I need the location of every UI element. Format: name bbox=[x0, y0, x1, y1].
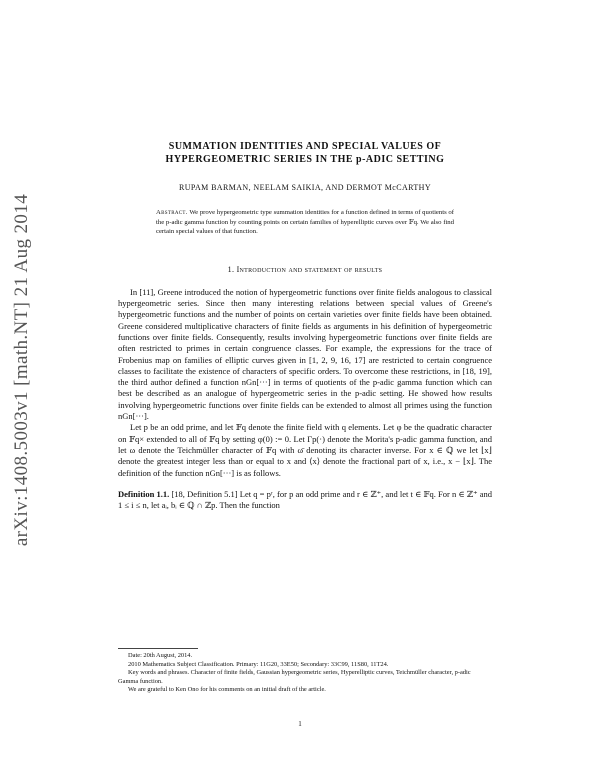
footnote-thanks: We are grateful to Ken Ono for his comments on an initial draft of the article. bbox=[128, 686, 326, 694]
arxiv-identifier: arXiv:1408.5003v1 [math.NT] 21 Aug 2014 bbox=[11, 193, 32, 547]
footnote-date: Date: 20th August, 2014. bbox=[128, 652, 193, 659]
footnote-keywords: Key words and phrases. Character of finite fields, Gaussian hypergeometric series, Hyperelliptic curves, Teichmüller character, p-adic Gamma function. bbox=[118, 669, 471, 685]
abstract-text: We prove hypergeometric type summation identities for a function defined in terms of quotients of the p-adic gamma function by counting points on certain families of hyperelliptic curves over 𝔽q. We also find certain special values of that function. bbox=[156, 209, 454, 236]
footnotes bbox=[118, 648, 492, 695]
definition-text: [18, Definition 5.1] Let q = pʳ, for p an odd prime and r ∈ ℤ⁺, and let t ∈ 𝔽q. For n ∈ ℤ⁺ and 1 ≤ i ≤ n, let aᵢ, bᵢ ∈ ℚ ∩ ℤp. Then the function bbox=[118, 488, 493, 511]
paper-body bbox=[118, 140, 492, 511]
footnote-rule bbox=[118, 648, 198, 649]
definition-label: Definition 1.1. bbox=[118, 488, 170, 499]
footnote-msc: 2010 Mathematics Subject Classification. Primary: 11G20, 33E50; Secondary: 33C99, 11S80, 11T24. bbox=[128, 660, 389, 668]
page-number: 1 bbox=[298, 720, 302, 728]
paragraph-notation: Let p be an odd prime, and let 𝔽q denote the finite field with q elements. Let φ be the quadratic character on 𝔽q× extended to all of 𝔽q by setting φ(0) := 0. Let Γp(·) denote the Morita's p-adic gamma function, and let ω denote the Teichmüller character of 𝔽q with ω̄ denoting its character inverse. For x ∈ ℚ we let ⌊x⌋ denote the greatest integer less than or equal to x and ⟨x⟩ denote the fractional part of x, i.e., x − ⌊x⌋. The definition of the function nGn[···] is as follows. bbox=[118, 422, 492, 478]
abstract-label: Abstract. bbox=[156, 209, 188, 216]
paragraph-intro: In [11], Greene introduced the notion of hypergeometric functions over finite fields analogous to classical hypergeometric series. Since then many interesting relations between special values of Greene's hypergeometric functions and the number of points on certain varieties over finite fields have been obtained. Greene considered multiplicative characters of finite fields as arguments in his definition of hypergeometric functions over finite fields. Consequently, results involving hypergeometric functions over finite fields are often restricted to primes in certain congruence classes. For example, the expressions for the trace of Frobenius map on families of elliptic curves given in [1, 2, 9, 16, 17] are restricted to certain congruence classes to facilitate the existence of characters of specific orders. To overcome these restrictions, in [18, 19], the third author defined a function nGn[···] in terms of quotients of the p-adic gamma function which can best be described as an analogue of hypergeometric series in the p-adic setting. He showed how results involving hypergeometric functions over finite fields can be extended to almost all primes using the function nGn[···]. bbox=[118, 286, 492, 422]
authors: RUPAM BARMAN, NEELAM SAIKIA, AND DERMOT McCARTHY bbox=[178, 183, 432, 192]
paper-title: SUMMATION IDENTITIES AND SPECIAL VALUES OF HYPERGEOMETRIC SERIES IN THE p-ADIC SETTING bbox=[165, 141, 445, 165]
definition-1-1 bbox=[118, 489, 492, 512]
abstract bbox=[156, 208, 454, 237]
section-heading: 1. Introduction and statement of results bbox=[227, 264, 383, 274]
